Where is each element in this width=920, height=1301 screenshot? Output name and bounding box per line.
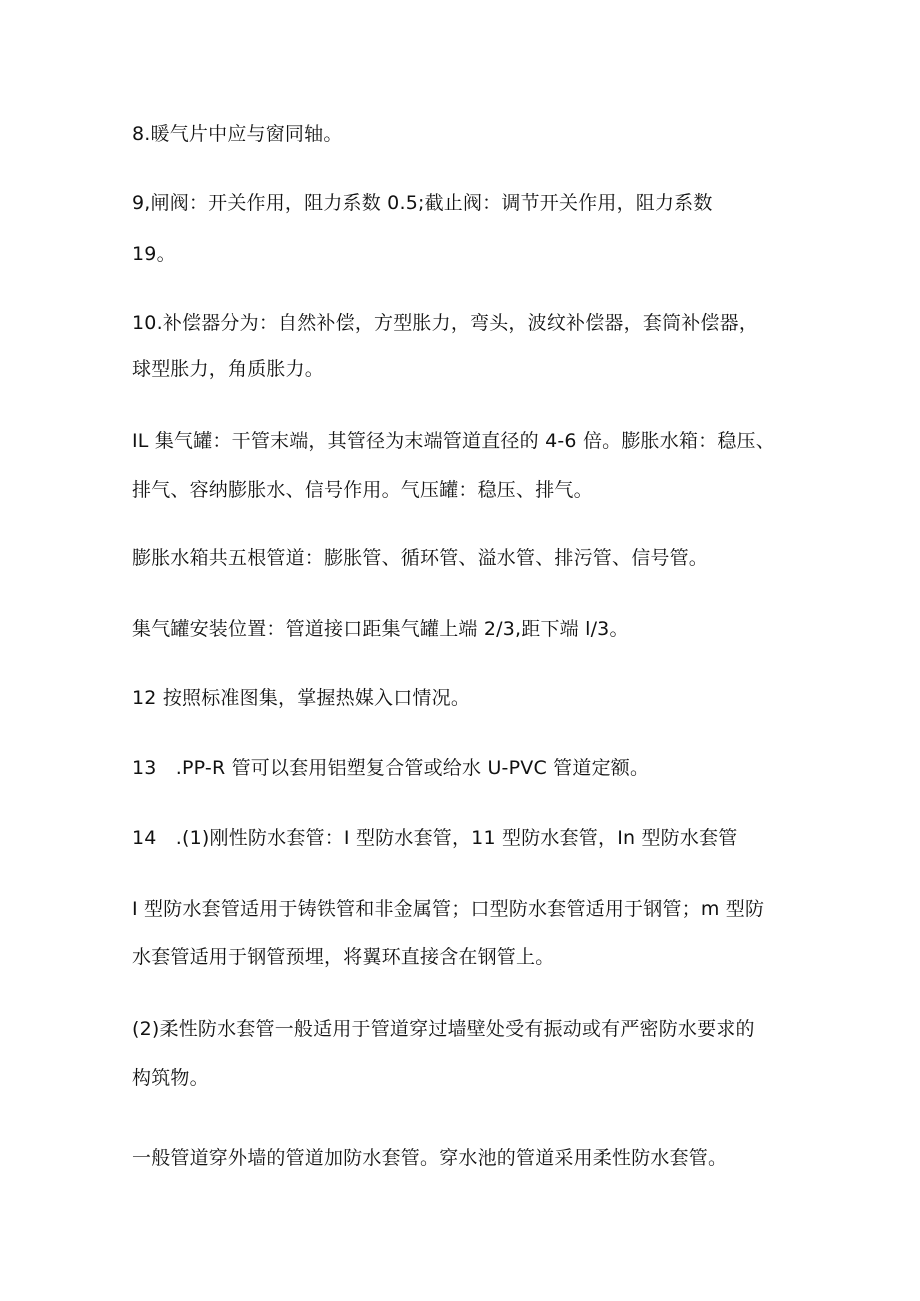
text-line-2: 9,闸阀：开关作用，阻力系数 0.5;截止阀：调节开关作用，阻力系数 [132,192,713,214]
text-line-12: 14 .(1)刚性防水套管：I 型防水套管，11 型防水套管，In 型防水套管 [132,827,738,849]
text-line-7: 排气、容纳膨胀水、信号作用。气压罐：稳压、排气。 [132,479,593,501]
text-line-6: IL 集气罐：干管末端，其管径为末端管道直径的 4-6 倍。膨胀水箱：稳压、 [132,430,775,452]
text-line-10: 12 按照标准图集，掌握热媒入口情况。 [132,687,471,709]
text-line-11: 13 .PP-R 管可以套用铝塑复合管或给水 U-PVC 管道定额。 [132,757,650,779]
text-line-15: (2)柔性防水套管一般适用于管道穿过墙壁处受有振动或有严密防水要求的 [132,1018,755,1040]
text-line-14: 水套管适用于钢管预埋，将翼环直接含在钢管上。 [132,946,555,968]
text-line-16: 构筑物。 [132,1067,209,1089]
text-line-1: 8.暖气片中应与窗同轴。 [132,123,343,145]
text-line-5: 球型胀力，角质胀力。 [132,358,325,380]
text-line-4: 10.补偿器分为：自然补偿，方型胀力，弯头，波纹补偿器，套筒补偿器， [132,312,759,334]
text-line-9: 集气罐安装位置：管道接口距集气罐上端 2/3,距下端 l/3。 [132,618,629,640]
text-line-17: 一般管道穿外墙的管道加防水套管。穿水池的管道采用柔性防水套管。 [132,1147,728,1169]
text-line-13: I 型防水套管适用于铸铁管和非金属管；口型防水套管适用于钢管；m 型防 [132,898,765,920]
text-line-3: 19。 [132,243,176,265]
text-line-8: 膨胀水箱共五根管道：膨胀管、循环管、溢水管、排污管、信号管。 [132,547,709,569]
